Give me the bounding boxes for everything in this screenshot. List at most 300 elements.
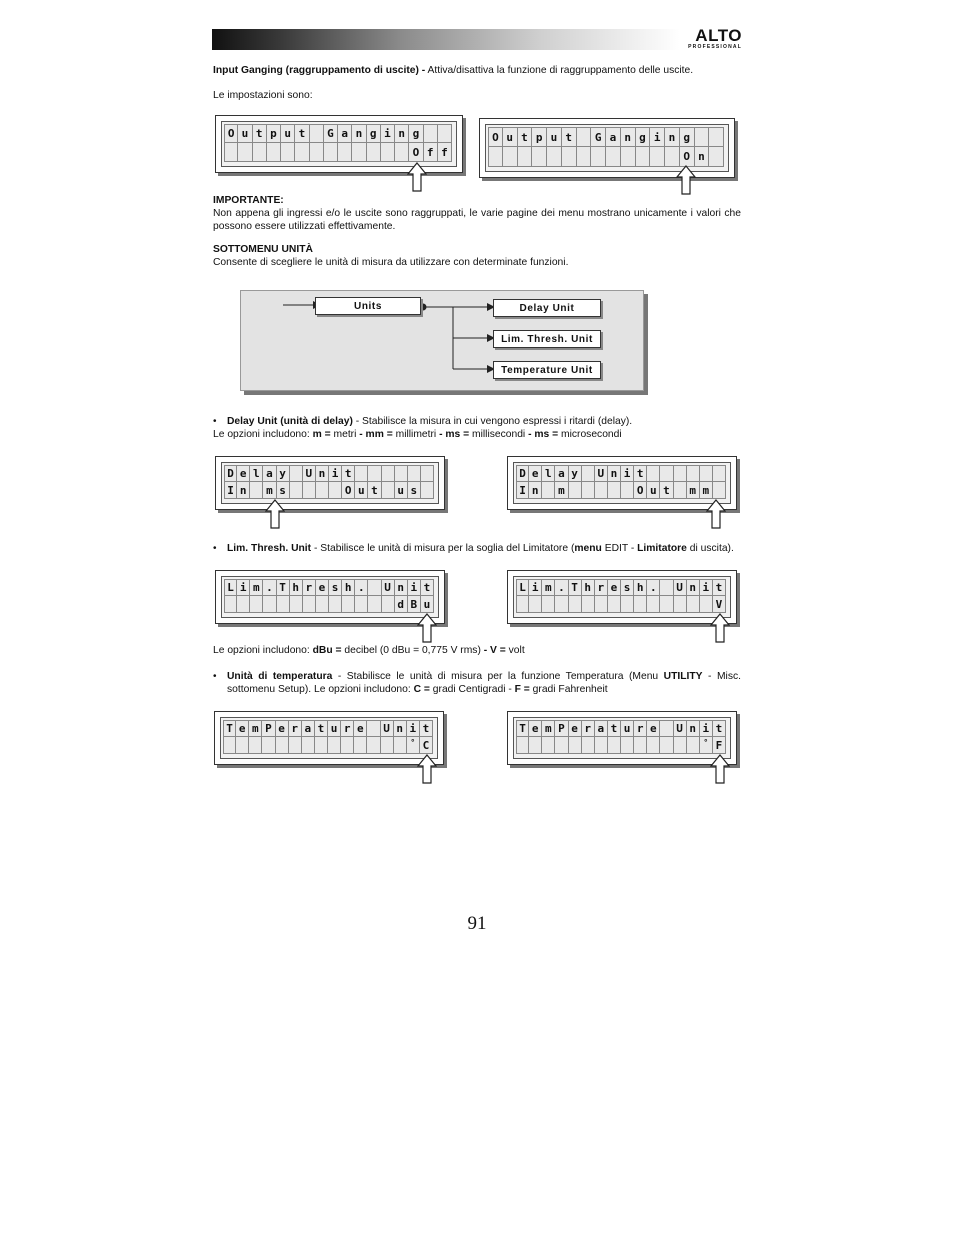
- lcd-cell: [382, 465, 395, 482]
- lcd-cell: [713, 465, 726, 482]
- lcd-cell: m: [263, 482, 276, 499]
- lcd-cell: h: [342, 579, 355, 596]
- lcd-cell: a: [302, 720, 315, 737]
- diagram-delay-unit-box: Delay Unit: [493, 299, 601, 317]
- lcd-cell: [547, 147, 562, 167]
- input-ganging-paragraph: Input Ganging (raggruppamento di uscite) - Attiva/disattiva la funzione di raggruppamento delle uscite.: [213, 65, 694, 76]
- lcd-cell: [608, 482, 621, 499]
- lcd-cell: e: [276, 720, 289, 737]
- lcd-temperature-unit-f: [507, 711, 737, 765]
- lcd-cell: [595, 482, 608, 499]
- lcd-cell: U: [674, 720, 687, 737]
- lcd-screen: [221, 121, 457, 167]
- lcd-cell: [636, 147, 651, 167]
- lcd-cell: [582, 465, 595, 482]
- lcd-cell: f: [438, 143, 452, 162]
- lcd-screen: [221, 576, 439, 618]
- lcd-cell: [687, 465, 700, 482]
- lcd-cell: y: [569, 465, 582, 482]
- lcd-cell: [660, 596, 673, 613]
- lcd-cell: T: [223, 720, 236, 737]
- lcd-cell: g: [636, 127, 651, 147]
- lcd-temperature-unit-c: [214, 711, 444, 765]
- lcd-cell: [329, 596, 342, 613]
- lcd-cell: t: [713, 720, 726, 737]
- lcd-cell: e: [236, 720, 249, 737]
- lcd-cell: P: [555, 720, 568, 737]
- lcd-cell: O: [488, 127, 503, 147]
- lcd-character-grid: [516, 465, 726, 499]
- lcd-cell: a: [595, 720, 608, 737]
- lcd-cell: [395, 143, 409, 162]
- lcd-cell: [529, 596, 542, 613]
- lcd-cell: [582, 482, 595, 499]
- lcd-cell: [315, 737, 328, 754]
- lcd-cell: [424, 124, 438, 143]
- settings-label: Le impostazioni sono:: [213, 90, 313, 101]
- lcd-cell: [518, 147, 533, 167]
- lcd-cell: [709, 147, 724, 167]
- temperature-bullet: •: [213, 671, 217, 682]
- lcd-cell: m: [542, 720, 555, 737]
- lcd-cell: [687, 596, 700, 613]
- lcd-cell: T: [569, 579, 582, 596]
- lcd-cell: e: [316, 579, 329, 596]
- lcd-cell: a: [606, 127, 621, 147]
- lcd-cell: [223, 737, 236, 754]
- submenu-heading: SOTTOMENU UNITÀ: [213, 244, 313, 255]
- diagram-units-box: Units: [315, 297, 421, 315]
- lcd-cell: [577, 147, 592, 167]
- lcd-cell: [238, 143, 252, 162]
- lcd-cell: t: [608, 720, 621, 737]
- lcd-cell: [608, 737, 621, 754]
- lcd-cell: u: [621, 720, 634, 737]
- lcd-cell: [328, 737, 341, 754]
- lcd-cell: m: [687, 482, 700, 499]
- lcd-cell: t: [660, 482, 673, 499]
- lcd-cell: [289, 737, 302, 754]
- lcd-cell: I: [516, 482, 529, 499]
- arrow-up-icon: [407, 162, 427, 192]
- delay-unit-paragraph: Delay Unit (unità di delay) - Stabilisce la misura in cui vengono espressi i ritardi (delay).: [227, 416, 633, 427]
- lcd-cell: n: [395, 124, 409, 143]
- lcd-cell: [569, 482, 582, 499]
- lcd-cell: O: [224, 124, 238, 143]
- lcd-cell: [290, 465, 303, 482]
- lcd-cell: e: [647, 720, 660, 737]
- lcd-cell: O: [342, 482, 355, 499]
- lcd-cell: [303, 482, 316, 499]
- lcd-cell: [236, 737, 249, 754]
- lcd-cell: U: [595, 465, 608, 482]
- lcd-cell: V: [713, 596, 726, 613]
- lcd-cell: .: [647, 579, 660, 596]
- lcd-cell: s: [277, 482, 290, 499]
- lcd-cell: n: [695, 147, 710, 167]
- lcd-cell: [381, 737, 394, 754]
- lcd-cell: [674, 596, 687, 613]
- lcd-cell: t: [315, 720, 328, 737]
- lcd-cell: [408, 465, 421, 482]
- lcd-cell: t: [342, 465, 355, 482]
- lcd-cell: [367, 143, 381, 162]
- lcd-cell: [341, 737, 354, 754]
- lcd-cell: [516, 737, 529, 754]
- lcd-cell: [263, 596, 276, 613]
- lcd-cell: °: [700, 737, 713, 754]
- alto-logo: ALTO PROFESSIONAL: [688, 26, 742, 50]
- lcd-cell: G: [591, 127, 606, 147]
- lcd-cell: t: [420, 720, 433, 737]
- lcd-cell: [606, 147, 621, 167]
- lcd-cell: e: [354, 720, 367, 737]
- lcd-cell: g: [409, 124, 423, 143]
- lcd-cell: i: [700, 579, 713, 596]
- lcd-cell: r: [341, 720, 354, 737]
- delay-unit-bullet: •: [213, 416, 217, 427]
- lcd-character-grid: [488, 127, 724, 167]
- lcd-cell: U: [381, 720, 394, 737]
- lcd-character-grid: [224, 124, 452, 162]
- lcd-cell: l: [250, 465, 263, 482]
- lcd-cell: [310, 124, 324, 143]
- lcd-cell: i: [650, 127, 665, 147]
- lcd-cell: [647, 596, 660, 613]
- lcd-cell: [532, 147, 547, 167]
- lcd-cell: [295, 143, 309, 162]
- lcd-cell: D: [516, 465, 529, 482]
- lcd-cell: r: [595, 579, 608, 596]
- lcd-cell: [647, 737, 660, 754]
- lcd-cell: [324, 143, 338, 162]
- lcd-cell: [276, 737, 289, 754]
- lcd-cell: [529, 737, 542, 754]
- lcd-cell: °: [407, 737, 420, 754]
- lcd-cell: O: [680, 147, 695, 167]
- submenu-text: Consente di scegliere le unità di misura da utilizzare con determinate funzioni.: [213, 257, 569, 268]
- lcd-cell: s: [621, 579, 634, 596]
- lcd-cell: t: [421, 579, 434, 596]
- lcd-cell: n: [687, 579, 700, 596]
- lcd-cell: [421, 465, 434, 482]
- lcd-cell: h: [634, 579, 647, 596]
- lcd-cell: [595, 596, 608, 613]
- lcd-cell: [367, 720, 380, 737]
- units-menu-diagram: [240, 290, 644, 391]
- lcd-character-grid: [516, 579, 726, 613]
- lcd-cell: u: [238, 124, 252, 143]
- lcd-cell: i: [529, 579, 542, 596]
- lcd-cell: [582, 737, 595, 754]
- lcd-cell: [562, 147, 577, 167]
- lcd-cell: h: [582, 579, 595, 596]
- lim-thresh-options: Le opzioni includono: dBu = decibel (0 dBu = 0,775 V rms) - V = volt: [213, 645, 525, 656]
- lcd-cell: B: [408, 596, 421, 613]
- lcd-cell: [368, 596, 381, 613]
- lcd-character-grid: [223, 720, 433, 754]
- lcd-cell: [329, 482, 342, 499]
- lcd-cell: e: [608, 579, 621, 596]
- lcd-cell: [660, 737, 673, 754]
- lcd-cell: [660, 579, 673, 596]
- lcd-cell: e: [529, 465, 542, 482]
- lcd-cell: [591, 147, 606, 167]
- lcd-cell: g: [680, 127, 695, 147]
- lcd-cell: [277, 596, 290, 613]
- lcd-cell: .: [263, 579, 276, 596]
- page-number: 91: [467, 913, 487, 934]
- lcd-cell: [262, 737, 275, 754]
- lcd-cell: i: [700, 720, 713, 737]
- lcd-cell: n: [608, 465, 621, 482]
- lcd-cell: [713, 482, 726, 499]
- lcd-cell: [421, 482, 434, 499]
- lcd-cell: n: [395, 579, 408, 596]
- lcd-cell: n: [687, 720, 700, 737]
- temperature-paragraph: Unità di temperatura - Stabilisce le unità di misura per la funzione Temperatura (Menu UTILITY - Misc. sottomenu Setup). Le opzioni includono: C = gradi Centigradi - F = gradi Fahrenheit: [227, 671, 741, 695]
- arrow-up-icon: [710, 754, 730, 784]
- lcd-cell: h: [290, 579, 303, 596]
- lcd-cell: t: [518, 127, 533, 147]
- lcd-cell: [338, 143, 352, 162]
- lcd-cell: [709, 127, 724, 147]
- lcd-cell: [381, 143, 395, 162]
- lcd-cell: p: [532, 127, 547, 147]
- lcd-cell: r: [289, 720, 302, 737]
- lcd-cell: [555, 737, 568, 754]
- lcd-cell: a: [338, 124, 352, 143]
- lcd-cell: [647, 465, 660, 482]
- lcd-character-grid: [224, 465, 434, 499]
- lcd-cell: e: [569, 720, 582, 737]
- lcd-cell: [621, 147, 636, 167]
- lcd-cell: [355, 465, 368, 482]
- lcd-cell: s: [408, 482, 421, 499]
- lcd-cell: i: [408, 579, 421, 596]
- lcd-cell: [382, 482, 395, 499]
- lcd-cell: [354, 737, 367, 754]
- lcd-cell: i: [381, 124, 395, 143]
- lcd-cell: [316, 596, 329, 613]
- lcd-cell: i: [237, 579, 250, 596]
- lcd-screen: [220, 717, 438, 759]
- lcd-delay-unit-m: [507, 456, 737, 510]
- lcd-cell: r: [582, 720, 595, 737]
- lcd-cell: m: [542, 579, 555, 596]
- lcd-cell: [250, 596, 263, 613]
- lcd-cell: .: [555, 579, 568, 596]
- lcd-cell: s: [329, 579, 342, 596]
- lcd-cell: u: [547, 127, 562, 147]
- lcd-cell: [542, 596, 555, 613]
- important-heading: IMPORTANTE:: [213, 195, 284, 206]
- lcd-cell: m: [250, 579, 263, 596]
- lcd-cell: i: [407, 720, 420, 737]
- lcd-cell: [621, 737, 634, 754]
- lcd-delay-unit-ms: [215, 456, 445, 510]
- lcd-cell: [382, 596, 395, 613]
- lcd-cell: n: [621, 127, 636, 147]
- lcd-cell: r: [303, 579, 316, 596]
- lcd-cell: [253, 143, 267, 162]
- lcd-lim-thresh-unit-dbu: [215, 570, 445, 624]
- lcd-cell: D: [224, 465, 237, 482]
- diagram-lim-thresh-unit-box: Lim. Thresh. Unit: [493, 330, 601, 348]
- lcd-cell: [368, 465, 381, 482]
- arrow-up-icon: [417, 613, 437, 643]
- lcd-cell: [355, 596, 368, 613]
- lcd-cell: i: [329, 465, 342, 482]
- lcd-cell: .: [355, 579, 368, 596]
- lcd-cell: n: [665, 127, 680, 147]
- lcd-cell: [368, 579, 381, 596]
- lcd-cell: i: [621, 465, 634, 482]
- lcd-cell: m: [555, 482, 568, 499]
- lcd-cell: [555, 596, 568, 613]
- lcd-cell: [700, 465, 713, 482]
- lcd-cell: [224, 143, 238, 162]
- lcd-cell: p: [267, 124, 281, 143]
- lcd-cell: [352, 143, 366, 162]
- lcd-cell: m: [249, 720, 262, 737]
- lcd-cell: F: [713, 737, 726, 754]
- lcd-cell: [542, 737, 555, 754]
- lcd-cell: e: [237, 465, 250, 482]
- lcd-cell: [621, 482, 634, 499]
- lcd-cell: [503, 147, 518, 167]
- lcd-cell: [674, 465, 687, 482]
- lcd-cell: O: [634, 482, 647, 499]
- lcd-cell: [438, 124, 452, 143]
- lcd-cell: [665, 147, 680, 167]
- lcd-screen: [513, 576, 731, 618]
- lcd-cell: d: [395, 596, 408, 613]
- lcd-cell: n: [529, 482, 542, 499]
- lcd-cell: u: [503, 127, 518, 147]
- delay-unit-options: Le opzioni includono: m = metri - mm = millimetri - ms = millisecondi - ms = microsecondi: [213, 429, 622, 440]
- lcd-cell: [700, 596, 713, 613]
- lcd-cell: t: [368, 482, 381, 499]
- lcd-cell: t: [562, 127, 577, 147]
- lim-thresh-bullet: •: [213, 543, 217, 554]
- lcd-cell: m: [700, 482, 713, 499]
- lcd-cell: U: [303, 465, 316, 482]
- lcd-cell: l: [542, 465, 555, 482]
- lcd-cell: [577, 127, 592, 147]
- arrow-up-icon: [265, 499, 285, 529]
- lcd-cell: [695, 127, 710, 147]
- lcd-output-ganging-on: [479, 118, 735, 178]
- lcd-cell: T: [516, 720, 529, 737]
- lcd-cell: [290, 482, 303, 499]
- lcd-cell: t: [634, 465, 647, 482]
- lcd-cell: [542, 482, 555, 499]
- lcd-cell: u: [328, 720, 341, 737]
- lcd-cell: [395, 465, 408, 482]
- lcd-cell: [267, 143, 281, 162]
- lcd-cell: [634, 737, 647, 754]
- lcd-cell: G: [324, 124, 338, 143]
- lcd-cell: a: [555, 465, 568, 482]
- arrow-up-icon: [710, 613, 730, 643]
- lcd-cell: [621, 596, 634, 613]
- lcd-cell: T: [277, 579, 290, 596]
- lim-thresh-paragraph: Lim. Thresh. Unit - Stabilisce le unità di misura per la soglia del Limitatore (menu EDIT - Limitatore di uscita).: [227, 543, 734, 554]
- lcd-cell: [569, 596, 582, 613]
- lcd-cell: [237, 596, 250, 613]
- lcd-cell: [582, 596, 595, 613]
- lcd-cell: g: [367, 124, 381, 143]
- lcd-cell: [224, 596, 237, 613]
- lcd-cell: [634, 596, 647, 613]
- important-text: Non appena gli ingressi e/o le uscite sono raggruppati, le varie pagine dei menu mostrano unicamente i valori che possono essere utilizzati effettivamente.: [213, 208, 741, 232]
- lcd-cell: t: [253, 124, 267, 143]
- lcd-cell: L: [224, 579, 237, 596]
- lcd-cell: [660, 720, 673, 737]
- lcd-cell: y: [277, 465, 290, 482]
- lcd-cell: n: [237, 482, 250, 499]
- lcd-cell: f: [424, 143, 438, 162]
- lcd-cell: [367, 737, 380, 754]
- lcd-cell: r: [634, 720, 647, 737]
- lcd-cell: [488, 147, 503, 167]
- lcd-cell: [342, 596, 355, 613]
- lcd-screen: [513, 462, 731, 504]
- lcd-cell: [281, 143, 295, 162]
- lcd-cell: [595, 737, 608, 754]
- lcd-cell: [660, 465, 673, 482]
- lcd-cell: u: [355, 482, 368, 499]
- lcd-cell: [303, 596, 316, 613]
- lcd-cell: u: [395, 482, 408, 499]
- lcd-screen: [513, 717, 731, 759]
- lcd-cell: n: [352, 124, 366, 143]
- arrow-up-icon: [417, 754, 437, 784]
- lcd-cell: [650, 147, 665, 167]
- lcd-cell: u: [647, 482, 660, 499]
- lcd-screen: [221, 462, 439, 504]
- lcd-lim-thresh-unit-v: [507, 570, 737, 624]
- lcd-cell: O: [409, 143, 423, 162]
- lcd-cell: [674, 482, 687, 499]
- lcd-cell: C: [420, 737, 433, 754]
- header-gradient-bar: [212, 29, 680, 50]
- lcd-cell: n: [394, 720, 407, 737]
- lcd-cell: [310, 143, 324, 162]
- lcd-cell: [316, 482, 329, 499]
- lcd-cell: I: [224, 482, 237, 499]
- lcd-character-grid: [224, 579, 434, 613]
- lcd-cell: [569, 737, 582, 754]
- lcd-cell: [290, 596, 303, 613]
- lcd-character-grid: [516, 720, 726, 754]
- lcd-cell: [674, 737, 687, 754]
- arrow-up-icon: [676, 165, 696, 195]
- lcd-cell: U: [382, 579, 395, 596]
- lcd-cell: [516, 596, 529, 613]
- lcd-cell: [250, 482, 263, 499]
- lcd-cell: u: [421, 596, 434, 613]
- lcd-cell: P: [262, 720, 275, 737]
- lcd-cell: e: [529, 720, 542, 737]
- lcd-cell: [687, 737, 700, 754]
- lcd-cell: [608, 596, 621, 613]
- diagram-temperature-unit-box: Temperature Unit: [493, 361, 601, 379]
- lcd-cell: a: [263, 465, 276, 482]
- lcd-cell: [302, 737, 315, 754]
- lcd-cell: u: [281, 124, 295, 143]
